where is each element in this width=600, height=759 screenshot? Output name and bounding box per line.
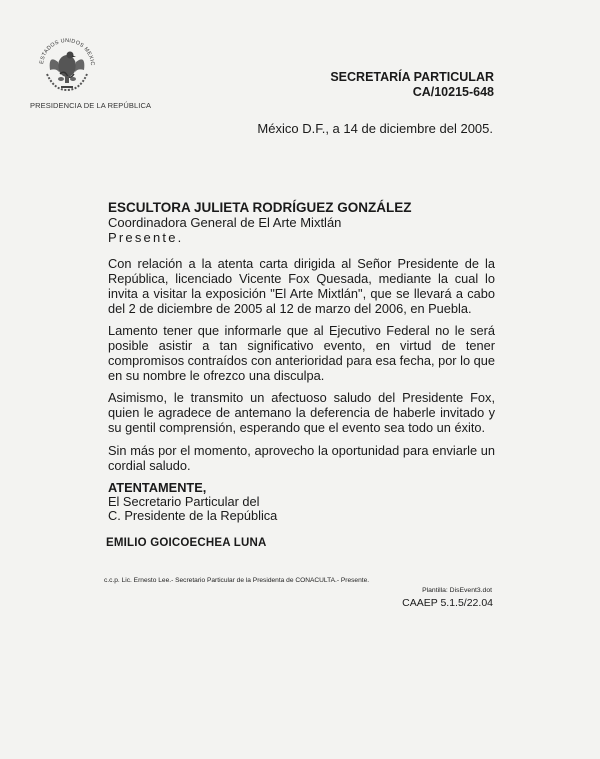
sign-off: ATENTAMENTE,: [108, 480, 207, 495]
recipient-name: ESCULTORA JULIETA RODRÍGUEZ GONZÁLEZ: [108, 200, 412, 215]
department-name: SECRETARÍA PARTICULAR: [330, 70, 494, 84]
department-header: [330, 70, 494, 100]
template-note: Plantilla: DisEvent3.dot: [422, 587, 492, 594]
body-paragraph-3: Asimismo, le transmito un afectuoso saludo del Presidente Fox, quien le agradece de antemano la deferencia de haberle invitado y su gentil comprensión, esperando que el evento sea todo un éxito.: [108, 390, 495, 435]
document-code: CAAEP 5.1.5/22.04: [402, 597, 493, 609]
body-paragraph-2: Lamento tener que informarle que al Ejecutivo Federal no le será posible asistir a tan significativo evento, en virtud de tener compromisos contraídos con anterioridad para esa fecha, por lo que en su nombre le ofrezco una disculpa.: [108, 323, 495, 383]
reference-number: CA/10215-648: [412, 85, 494, 99]
recipient-title: Coordinadora General de El Arte Mixtlán: [108, 215, 342, 230]
body-paragraph-1: Con relación a la atenta carta dirigida al Señor Presidente de la República, licenciado Vicente Fox Quesada, mediante la cual lo invita a visitar la exposición "El Arte Mixtlán", que se llevará a cabo del 2 de diciembre de 2005 al 12 de marzo del 2006, en Puebla.: [108, 256, 495, 316]
place-date: México D.F., a 14 de diciembre del 2005.: [257, 121, 493, 136]
closing-block: [108, 481, 277, 523]
closing-line-1: El Secretario Particular del: [108, 494, 260, 509]
recipient-greeting: Presente.: [108, 230, 184, 245]
carbon-copy-note: c.c.p. Lic. Ernesto Lee.- Secretario Particular de la Presidenta de CONACULTA.- Presente.: [104, 577, 370, 584]
recipient-block: [108, 200, 412, 245]
seal-caption: PRESIDENCIA DE LA REPÚBLICA: [30, 101, 152, 110]
national-seal-icon: [34, 30, 100, 96]
svg-text:ESTADOS UNIDOS MEXICANOS: ESTADOS UNIDOS MEXIC: [39, 37, 96, 66]
body-paragraph-4: Sin más por el momento, aprovecho la oportunidad para enviarle un cordial saludo.: [108, 443, 495, 473]
closing-line-2: C. Presidente de la República: [108, 508, 278, 523]
signer-name: EMILIO GOICOECHEA LUNA: [106, 537, 267, 549]
